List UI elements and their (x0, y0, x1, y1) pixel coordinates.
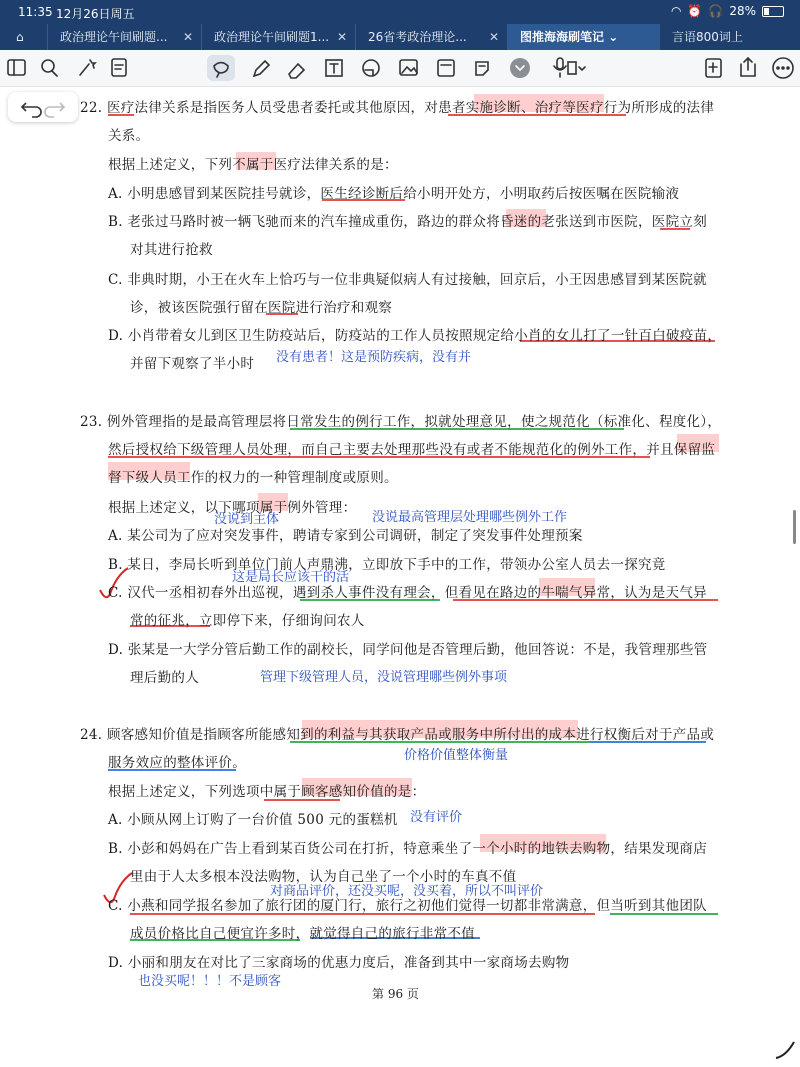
close-icon[interactable]: ✕ (336, 30, 347, 44)
q23-line3: 督下级人员工作的权力的一种管理制度或原则。 (108, 470, 398, 486)
q24-line1: 24. 顾客感知价值是指顾客所能感知到的利益与其获取产品或服务中所付出的成本进行权衡后对于产品或 (80, 727, 715, 743)
q23-option-c2: 常的征兆，立即停下来，仔细询问农人 (130, 613, 365, 629)
q22-option-d1: D. 小肖带着女儿到区卫生防疫站后，防疫站的工作人员按照规定给小肖的女儿打了一针百白破疫苗， (108, 328, 722, 344)
tab-label: 26省考政治理论... (368, 30, 467, 44)
q24-note-c: 对商品评价，还没买呢，没买着，所以不叫评价 (270, 884, 544, 899)
tab-label: 政治理论午间刷题... (60, 30, 168, 44)
battery-percent: 28% (729, 4, 756, 18)
q23-note-b: 这是局长应该干的活 (232, 570, 350, 585)
tab-label: 图推海海刷笔记 (520, 30, 605, 44)
q22-handwritten-note: 没有患者！这是预防疾病，没有并 (276, 350, 472, 365)
q23-line1: 23. 例外管理指的是最高管理层将日常发生的例行工作，拟就处理意见，使之规范化（标准化、程度化）， (80, 414, 722, 430)
q24-note-d: 也没买呢！！！不是顾客 (138, 974, 282, 989)
tab-label: 政治理论午间刷题1... (214, 30, 330, 44)
close-icon[interactable]: ✕ (488, 30, 499, 44)
q23-option-d2: 理后勤的人 (130, 670, 199, 686)
q23-note-d: 管理下级管理人员，没说管理哪些例外事项 (260, 670, 508, 685)
q22-option-b2: 对其进行抢救 (130, 242, 213, 258)
q23-note-a1: 没说到主体 (214, 512, 280, 527)
wifi-icon: ◠ (670, 4, 682, 18)
q24-option-b2: 里由于人太多根本没法购物，认为自己坐了一个小时的车真不值 (130, 869, 517, 885)
q23-option-a: A. 某公司为了应对突发事件，聘请专家到公司调研，制定了突发事件处理预案 (108, 528, 583, 544)
q24-option-c2: 成员价格比自己便宜许多时，就觉得自己的旅行非常不值 (130, 926, 475, 942)
status-date: 12月26日周五 (56, 7, 135, 21)
q24-note-a: 没有评价 (410, 810, 463, 825)
chevron-down-icon[interactable]: ⌄ (604, 30, 619, 44)
alarm-icon: ⏰ (687, 4, 703, 18)
close-icon[interactable]: ✕ (182, 30, 193, 44)
q22-option-a: A. 小明患感冒到某医院挂号就诊，医生经诊断后给小明开处方，小明取药后按医嘱在医院输液 (108, 186, 680, 202)
q22-option-b1: B. 老张过马路时被一辆飞驰而来的汽车撞成重伤，路边的群众将昏迷的老张送到市医院，医院立刻 (108, 214, 708, 230)
q23-option-d1: D. 张某是一大学分管后勤工作的副校长，同学问他是否管理后勤，他回答说：不是，我管理那些管 (108, 642, 708, 658)
q23-option-c1: C. 汉代一丞相初春外出巡视，遇到杀人事件没有理会，但看见在路边的牛喘气异常，认为是天气异 (108, 585, 707, 601)
q23-ask: 根据上述定义，以下哪项属于例外管理： (108, 500, 357, 516)
q22-ask: 根据上述定义，下列不属于医疗法律关系的是： (108, 157, 398, 173)
q24-line2: 服务效应的整体评价。 (108, 755, 246, 771)
home-icon: ⌂ (16, 30, 24, 44)
q23-note-a2: 没说最高管理层处理哪些例外工作 (372, 510, 568, 525)
q22-option-c2: 诊，被该医院强行留在医院进行治疗和观察 (130, 300, 393, 316)
q22-option-c1: C. 非典时期，小王在火车上恰巧与一位非典疑似病人有过接触，回京后，小王因患感冒到某医院就 (108, 272, 707, 288)
q24-option-d: D. 小丽和朋友在对比了三家商场的优惠力度后，准备到其中一家商场去购物 (108, 955, 570, 971)
q23-option-b: B. 某日，李局长听到单位门前人声鼎沸，立即放下手中的工作，带领办公室人员去一探究竟 (108, 557, 666, 573)
page-number: 第 96 页 (372, 987, 419, 1001)
q24-option-a: A. 小顾从网上订购了一台价值 500 元的蛋糕机 (108, 812, 398, 828)
pencil-stroke (776, 1042, 794, 1058)
status-time: 11:35 (18, 5, 53, 19)
q24-note-l2: 价格价值整体衡量 (404, 748, 509, 763)
q24-ask: 根据上述定义，下列选项中属于顾客感知价值的是： (108, 784, 426, 800)
q22-line1: 22. 医疗法律关系是指医务人员受患者委托或其他原因，对患者实施诊断、治疗等医疗行为所形成的法律 (80, 100, 715, 116)
q24-option-b1: B. 小彭和妈妈在广告上看到某百货公司在打折，特意乘坐了一个小时的地铁去购物，结果发现商店 (108, 841, 708, 857)
q22-line2: 关系。 (108, 128, 150, 144)
q23-line2: 然后授权给下级管理人员处理，而自己主要去处理那些没有或者不能规范化的例外工作，并且保留监 (108, 442, 716, 458)
q22-option-d2: 并留下观察了半小时 (130, 356, 255, 372)
headphones-icon: 🎧 (708, 4, 724, 18)
tab-label: 言语800词上 (672, 30, 743, 44)
q24-option-c1: C. 小燕和同学报名参加了旅行团的厦门行，旅行之初他们觉得一切都非常满意，但当听到其他团队 (108, 898, 707, 914)
